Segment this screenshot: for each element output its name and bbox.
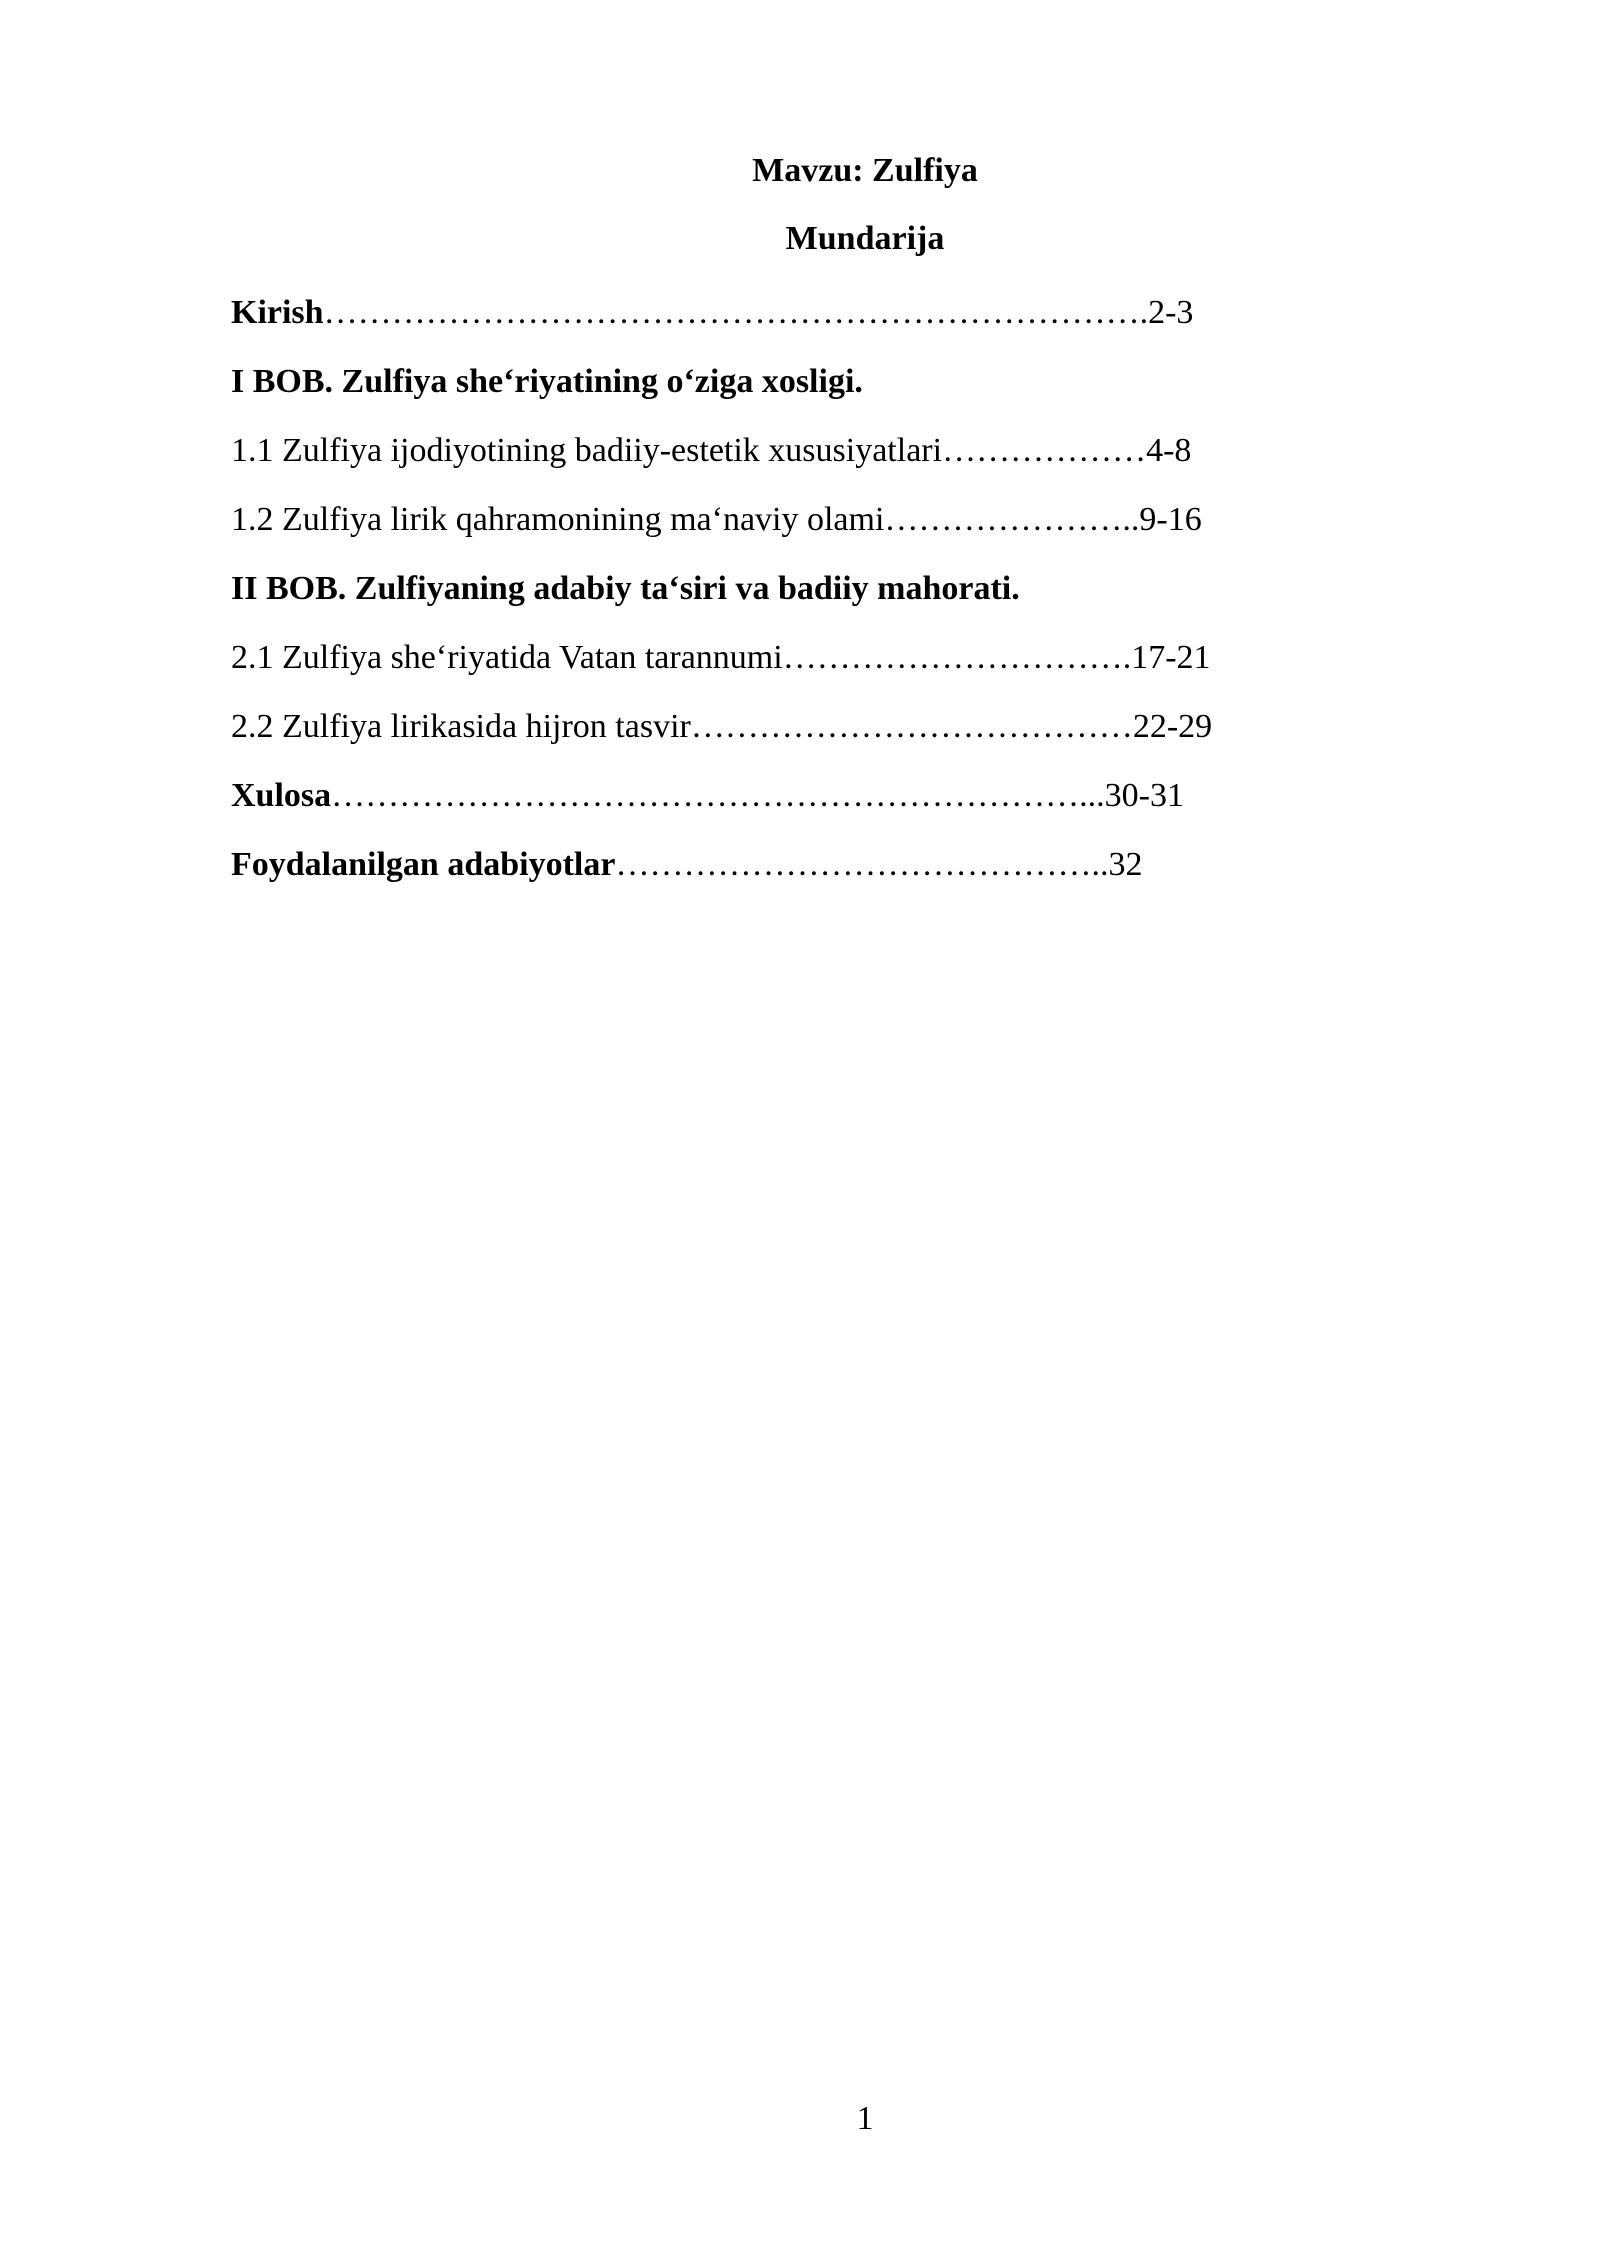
toc-entry-chapter-2 (231, 565, 1212, 634)
toc-dot-leader: …………………………. (782, 639, 1132, 676)
toc-entry-kirish (231, 289, 1212, 358)
toc-chapter-title: I BOB. Zulfiya she‘riyatining o‘ziga xosligi. (231, 363, 863, 400)
toc-dot-leader: ………………….. (884, 501, 1140, 538)
toc-dot-leader: ………………………………… (690, 708, 1133, 745)
toc-dot-leader: ………………………………………………………………. (323, 294, 1149, 331)
table-of-contents-heading: Mundarija (785, 220, 945, 257)
toc-page-range: 4-8 (1146, 432, 1192, 469)
toc-page-range: 17-21 (1131, 639, 1211, 676)
toc-page-range: 2-3 (1148, 294, 1194, 331)
toc-entry-title: Kirish (231, 294, 324, 331)
toc-page-range: 32 (1108, 846, 1143, 883)
toc-entry-section-1-1 (231, 427, 1212, 496)
toc-chapter-title: II BOB. Zulfiyaning adabiy ta‘siri va badiiy mahorati. (231, 570, 1020, 607)
toc-entry-title: Xulosa (231, 777, 332, 814)
toc-page-range: 22-29 (1132, 708, 1213, 745)
toc-dot-leader: …………………………………………………………... (331, 777, 1105, 814)
toc-entry-section-1-2 (231, 496, 1212, 565)
toc-entry-section-2-2 (231, 703, 1212, 772)
table-of-contents (231, 289, 1212, 910)
toc-entry-title: Foydalanilgan adabiyotlar (231, 846, 616, 883)
toc-entry-chapter-1 (231, 358, 1212, 427)
toc-entry-title: 2.2 Zulfiya lirikasida hijron tasvir (231, 708, 691, 745)
document-topic: Mavzu: Zulfiya (752, 152, 978, 189)
toc-entry-xulosa (231, 772, 1212, 841)
toc-entry-section-2-1 (231, 634, 1212, 703)
toc-page-range: 9-16 (1139, 501, 1202, 538)
page-number: 1 (856, 2100, 874, 2137)
toc-entry-references (231, 841, 1212, 910)
toc-entry-title: 1.2 Zulfiya lirik qahramonining ma‘naviy olami (231, 501, 885, 538)
toc-entry-title: 1.1 Zulfiya ijodiyotining badiiy-estetik xususiyatlari (231, 432, 943, 469)
toc-entry-title: 2.1 Zulfiya she‘riyatida Vatan tarannumi (231, 639, 783, 676)
toc-page-range: 30-31 (1104, 777, 1184, 814)
toc-dot-leader: ……………… (942, 432, 1147, 469)
toc-dot-leader: …………………………………….. (615, 846, 1109, 883)
